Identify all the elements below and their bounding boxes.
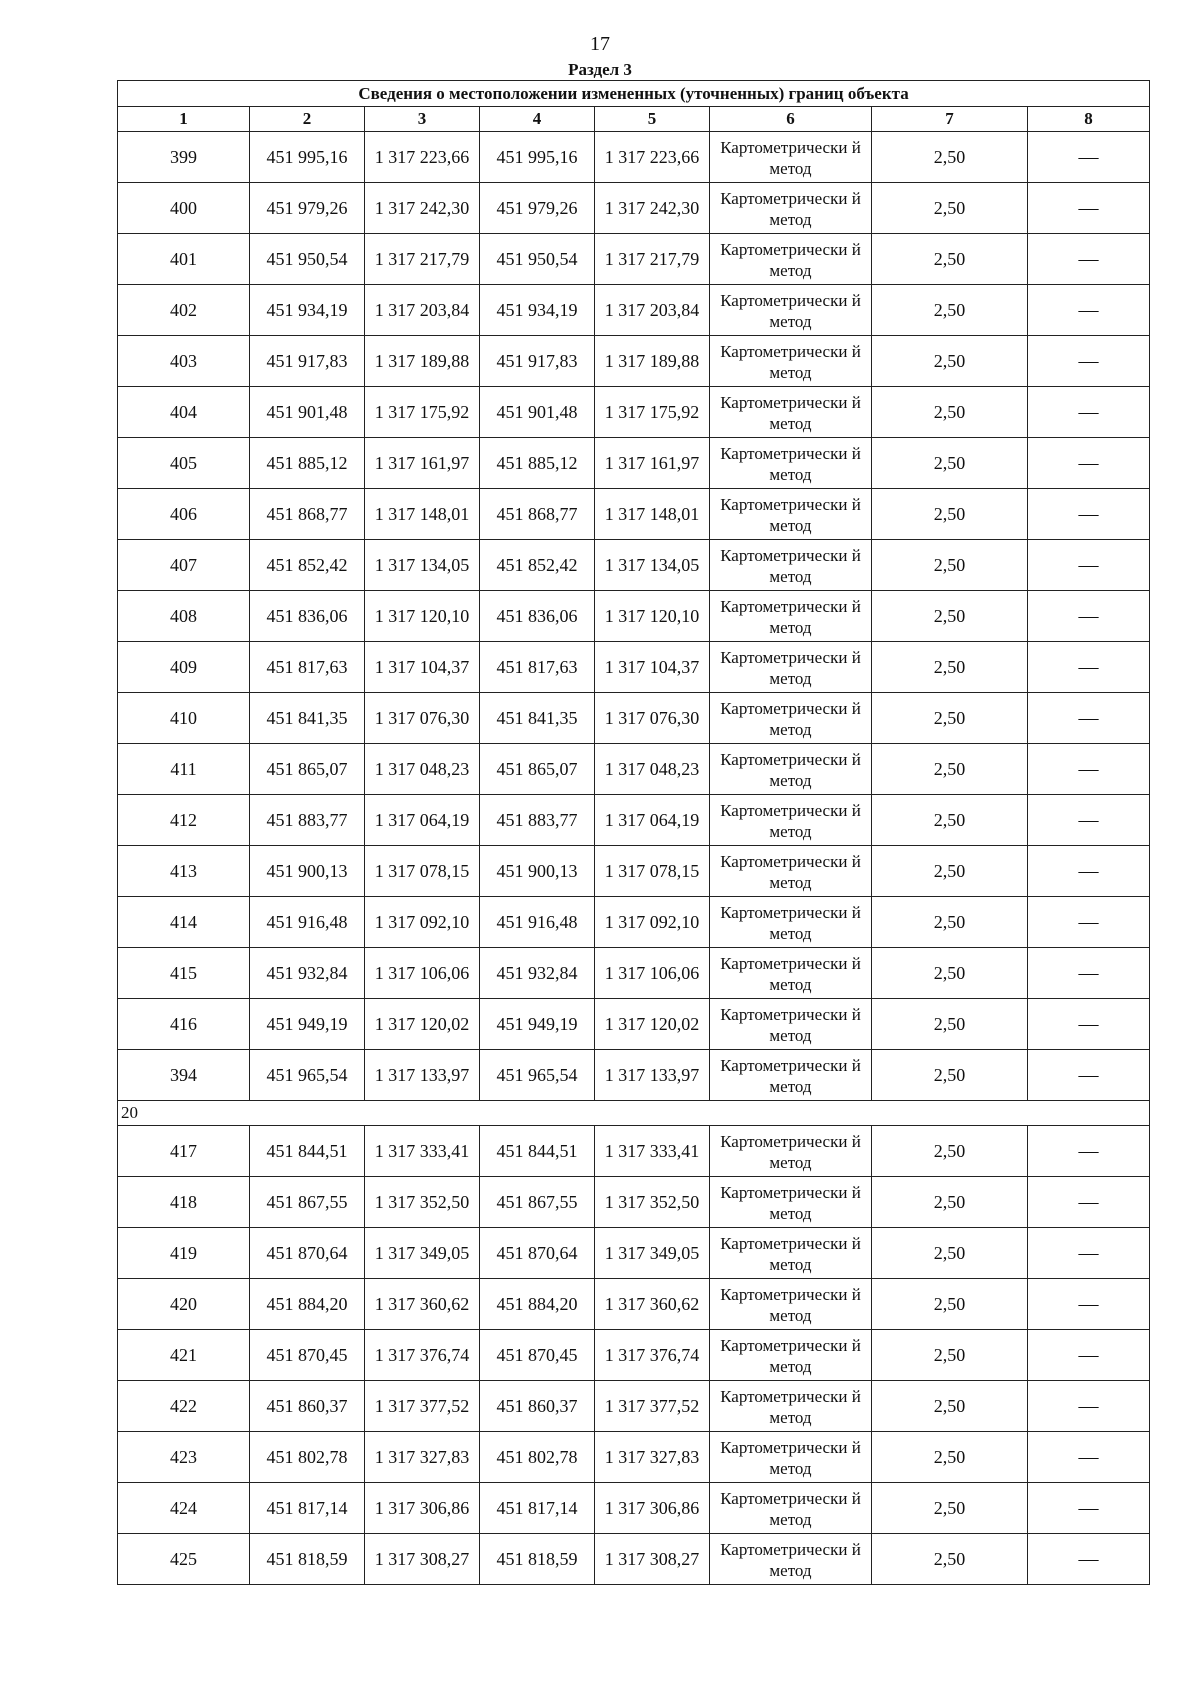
notes-cell: —: [1028, 234, 1150, 285]
y-coordinate-new-cell: 1 317 376,74: [595, 1330, 710, 1381]
determination-method-cell: Картометрически й метод: [710, 744, 872, 795]
accuracy-cell: 2,50: [872, 336, 1028, 387]
notes-cell: —: [1028, 285, 1150, 336]
y-coordinate-new-cell: 1 317 148,01: [595, 489, 710, 540]
x-coordinate-new-cell: 451 868,77: [480, 489, 595, 540]
table-row: [118, 234, 1150, 285]
table-row: [118, 132, 1150, 183]
notes-cell: —: [1028, 489, 1150, 540]
x-coordinate-old-cell: 451 916,48: [250, 897, 365, 948]
accuracy-cell: 2,50: [872, 438, 1028, 489]
point-number-cell: 420: [118, 1279, 250, 1330]
y-coordinate-old-cell: 1 317 306,86: [365, 1483, 480, 1534]
accuracy-cell: 2,50: [872, 285, 1028, 336]
x-coordinate-old-cell: 451 950,54: [250, 234, 365, 285]
x-coordinate-new-cell: 451 979,26: [480, 183, 595, 234]
point-number-cell: 413: [118, 846, 250, 897]
table-row: [118, 387, 1150, 438]
x-coordinate-old-cell: 451 901,48: [250, 387, 365, 438]
y-coordinate-old-cell: 1 317 148,01: [365, 489, 480, 540]
point-number-cell: 405: [118, 438, 250, 489]
x-coordinate-old-cell: 451 860,37: [250, 1381, 365, 1432]
accuracy-cell: 2,50: [872, 948, 1028, 999]
point-number-cell: 404: [118, 387, 250, 438]
point-number-cell: 415: [118, 948, 250, 999]
table-row: [118, 1381, 1150, 1432]
y-coordinate-old-cell: 1 317 175,92: [365, 387, 480, 438]
page-number: 17: [590, 33, 610, 55]
table-row: [118, 336, 1150, 387]
notes-cell: —: [1028, 1381, 1150, 1432]
determination-method-cell: Картометрически й метод: [710, 234, 872, 285]
notes-cell: —: [1028, 1126, 1150, 1177]
x-coordinate-new-cell: 451 870,64: [480, 1228, 595, 1279]
notes-cell: —: [1028, 183, 1150, 234]
accuracy-cell: 2,50: [872, 693, 1028, 744]
notes-cell: —: [1028, 1050, 1150, 1101]
determination-method-cell: Картометрически й метод: [710, 591, 872, 642]
y-coordinate-old-cell: 1 317 064,19: [365, 795, 480, 846]
notes-cell: —: [1028, 948, 1150, 999]
x-coordinate-old-cell: 451 868,77: [250, 489, 365, 540]
table-row: [118, 1228, 1150, 1279]
determination-method-cell: Картометрически й метод: [710, 1534, 872, 1585]
determination-method-cell: Картометрически й метод: [710, 846, 872, 897]
point-number-cell: 403: [118, 336, 250, 387]
x-coordinate-old-cell: 451 965,54: [250, 1050, 365, 1101]
accuracy-cell: 2,50: [872, 132, 1028, 183]
accuracy-cell: 2,50: [872, 1279, 1028, 1330]
determination-method-cell: Картометрически й метод: [710, 1279, 872, 1330]
x-coordinate-old-cell: 451 900,13: [250, 846, 365, 897]
accuracy-cell: 2,50: [872, 1381, 1028, 1432]
y-coordinate-new-cell: 1 317 120,02: [595, 999, 710, 1050]
point-number-cell: 401: [118, 234, 250, 285]
x-coordinate-old-cell: 451 865,07: [250, 744, 365, 795]
x-coordinate-new-cell: 451 965,54: [480, 1050, 595, 1101]
x-coordinate-new-cell: 451 865,07: [480, 744, 595, 795]
y-coordinate-new-cell: 1 317 217,79: [595, 234, 710, 285]
y-coordinate-new-cell: 1 317 064,19: [595, 795, 710, 846]
y-coordinate-old-cell: 1 317 078,15: [365, 846, 480, 897]
table-row: [118, 1177, 1150, 1228]
accuracy-cell: 2,50: [872, 1177, 1028, 1228]
y-coordinate-new-cell: 1 317 377,52: [595, 1381, 710, 1432]
table-row: [118, 1432, 1150, 1483]
x-coordinate-new-cell: 451 884,20: [480, 1279, 595, 1330]
y-coordinate-old-cell: 1 317 377,52: [365, 1381, 480, 1432]
point-number-cell: 407: [118, 540, 250, 591]
y-coordinate-new-cell: 1 317 133,97: [595, 1050, 710, 1101]
x-coordinate-new-cell: 451 867,55: [480, 1177, 595, 1228]
table-row: [118, 540, 1150, 591]
y-coordinate-new-cell: 1 317 092,10: [595, 897, 710, 948]
notes-cell: —: [1028, 1534, 1150, 1585]
point-number-cell: 411: [118, 744, 250, 795]
determination-method-cell: Картометрически й метод: [710, 693, 872, 744]
y-coordinate-old-cell: 1 317 161,97: [365, 438, 480, 489]
determination-method-cell: Картометрически й метод: [710, 1483, 872, 1534]
point-number-cell: 412: [118, 795, 250, 846]
table-row: [118, 1050, 1150, 1101]
table-row: [118, 438, 1150, 489]
y-coordinate-old-cell: 1 317 120,10: [365, 591, 480, 642]
determination-method-cell: Картометрически й метод: [710, 1228, 872, 1279]
y-coordinate-new-cell: 1 317 106,06: [595, 948, 710, 999]
y-coordinate-new-cell: 1 317 161,97: [595, 438, 710, 489]
contour-group-row: [118, 1101, 1150, 1126]
notes-cell: —: [1028, 336, 1150, 387]
determination-method-cell: Картометрически й метод: [710, 642, 872, 693]
accuracy-cell: 2,50: [872, 1228, 1028, 1279]
notes-cell: —: [1028, 1177, 1150, 1228]
x-coordinate-new-cell: 451 995,16: [480, 132, 595, 183]
notes-cell: —: [1028, 693, 1150, 744]
accuracy-cell: 2,50: [872, 387, 1028, 438]
x-coordinate-old-cell: 451 870,64: [250, 1228, 365, 1279]
y-coordinate-new-cell: 1 317 120,10: [595, 591, 710, 642]
x-coordinate-new-cell: 451 916,48: [480, 897, 595, 948]
x-coordinate-new-cell: 451 934,19: [480, 285, 595, 336]
y-coordinate-old-cell: 1 317 327,83: [365, 1432, 480, 1483]
notes-cell: —: [1028, 387, 1150, 438]
x-coordinate-old-cell: 451 836,06: [250, 591, 365, 642]
x-coordinate-new-cell: 451 883,77: [480, 795, 595, 846]
table-row: [118, 1126, 1150, 1177]
notes-cell: —: [1028, 1432, 1150, 1483]
y-coordinate-new-cell: 1 317 352,50: [595, 1177, 710, 1228]
point-number-cell: 410: [118, 693, 250, 744]
notes-cell: —: [1028, 897, 1150, 948]
x-coordinate-old-cell: 451 979,26: [250, 183, 365, 234]
y-coordinate-new-cell: 1 317 048,23: [595, 744, 710, 795]
x-coordinate-new-cell: 451 949,19: [480, 999, 595, 1050]
table-row: [118, 897, 1150, 948]
table-row: [118, 999, 1150, 1050]
determination-method-cell: Картометрически й метод: [710, 999, 872, 1050]
x-coordinate-old-cell: 451 817,14: [250, 1483, 365, 1534]
y-coordinate-old-cell: 1 317 092,10: [365, 897, 480, 948]
table-row: [118, 591, 1150, 642]
x-coordinate-new-cell: 451 901,48: [480, 387, 595, 438]
point-number-cell: 406: [118, 489, 250, 540]
x-coordinate-new-cell: 451 841,35: [480, 693, 595, 744]
column-number: 4: [480, 107, 595, 132]
point-number-cell: 402: [118, 285, 250, 336]
determination-method-cell: Картометрически й метод: [710, 489, 872, 540]
y-coordinate-old-cell: 1 317 106,06: [365, 948, 480, 999]
accuracy-cell: 2,50: [872, 1483, 1028, 1534]
accuracy-cell: 2,50: [872, 1050, 1028, 1101]
accuracy-cell: 2,50: [872, 1126, 1028, 1177]
x-coordinate-old-cell: 451 995,16: [250, 132, 365, 183]
x-coordinate-new-cell: 451 932,84: [480, 948, 595, 999]
notes-cell: —: [1028, 642, 1150, 693]
y-coordinate-new-cell: 1 317 203,84: [595, 285, 710, 336]
x-coordinate-old-cell: 451 852,42: [250, 540, 365, 591]
x-coordinate-new-cell: 451 870,45: [480, 1330, 595, 1381]
x-coordinate-new-cell: 451 844,51: [480, 1126, 595, 1177]
notes-cell: —: [1028, 795, 1150, 846]
table-row: [118, 285, 1150, 336]
boundary-coordinates-table: [117, 80, 1150, 1585]
y-coordinate-old-cell: 1 317 076,30: [365, 693, 480, 744]
column-number-row: [118, 107, 1150, 132]
y-coordinate-old-cell: 1 317 360,62: [365, 1279, 480, 1330]
notes-cell: —: [1028, 438, 1150, 489]
y-coordinate-new-cell: 1 317 306,86: [595, 1483, 710, 1534]
determination-method-cell: Картометрически й метод: [710, 183, 872, 234]
x-coordinate-new-cell: 451 817,63: [480, 642, 595, 693]
y-coordinate-new-cell: 1 317 189,88: [595, 336, 710, 387]
table-row: [118, 1330, 1150, 1381]
accuracy-cell: 2,50: [872, 846, 1028, 897]
column-number: 6: [710, 107, 872, 132]
point-number-cell: 414: [118, 897, 250, 948]
x-coordinate-new-cell: 451 950,54: [480, 234, 595, 285]
x-coordinate-new-cell: 451 836,06: [480, 591, 595, 642]
y-coordinate-old-cell: 1 317 048,23: [365, 744, 480, 795]
accuracy-cell: 2,50: [872, 1432, 1028, 1483]
x-coordinate-old-cell: 451 841,35: [250, 693, 365, 744]
table-row: [118, 642, 1150, 693]
x-coordinate-new-cell: 451 885,12: [480, 438, 595, 489]
table-body: [118, 132, 1150, 1585]
notes-cell: —: [1028, 1228, 1150, 1279]
y-coordinate-old-cell: 1 317 217,79: [365, 234, 480, 285]
x-coordinate-old-cell: 451 949,19: [250, 999, 365, 1050]
point-number-cell: 408: [118, 591, 250, 642]
y-coordinate-new-cell: 1 317 078,15: [595, 846, 710, 897]
y-coordinate-new-cell: 1 317 242,30: [595, 183, 710, 234]
column-number: 1: [118, 107, 250, 132]
point-number-cell: 419: [118, 1228, 250, 1279]
x-coordinate-new-cell: 451 818,59: [480, 1534, 595, 1585]
x-coordinate-old-cell: 451 844,51: [250, 1126, 365, 1177]
x-coordinate-old-cell: 451 885,12: [250, 438, 365, 489]
y-coordinate-new-cell: 1 317 360,62: [595, 1279, 710, 1330]
x-coordinate-old-cell: 451 883,77: [250, 795, 365, 846]
accuracy-cell: 2,50: [872, 234, 1028, 285]
accuracy-cell: 2,50: [872, 999, 1028, 1050]
accuracy-cell: 2,50: [872, 489, 1028, 540]
point-number-cell: 400: [118, 183, 250, 234]
determination-method-cell: Картометрически й метод: [710, 438, 872, 489]
notes-cell: —: [1028, 744, 1150, 795]
x-coordinate-new-cell: 451 900,13: [480, 846, 595, 897]
notes-cell: —: [1028, 846, 1150, 897]
determination-method-cell: Картометрически й метод: [710, 1177, 872, 1228]
section-title: Раздел 3: [568, 60, 632, 79]
accuracy-cell: 2,50: [872, 744, 1028, 795]
point-number-cell: 416: [118, 999, 250, 1050]
point-number-cell: 423: [118, 1432, 250, 1483]
accuracy-cell: 2,50: [872, 642, 1028, 693]
accuracy-cell: 2,50: [872, 591, 1028, 642]
notes-cell: —: [1028, 591, 1150, 642]
point-number-cell: 418: [118, 1177, 250, 1228]
point-number-cell: 421: [118, 1330, 250, 1381]
determination-method-cell: Картометрически й метод: [710, 795, 872, 846]
contour-label: 20: [118, 1101, 1150, 1126]
column-number: 5: [595, 107, 710, 132]
y-coordinate-old-cell: 1 317 104,37: [365, 642, 480, 693]
x-coordinate-new-cell: 451 852,42: [480, 540, 595, 591]
table-row: [118, 846, 1150, 897]
notes-cell: —: [1028, 1483, 1150, 1534]
accuracy-cell: 2,50: [872, 897, 1028, 948]
determination-method-cell: Картометрически й метод: [710, 132, 872, 183]
accuracy-cell: 2,50: [872, 540, 1028, 591]
y-coordinate-new-cell: 1 317 308,27: [595, 1534, 710, 1585]
column-number: 2: [250, 107, 365, 132]
y-coordinate-new-cell: 1 317 104,37: [595, 642, 710, 693]
accuracy-cell: 2,50: [872, 1330, 1028, 1381]
y-coordinate-old-cell: 1 317 134,05: [365, 540, 480, 591]
notes-cell: —: [1028, 132, 1150, 183]
x-coordinate-new-cell: 451 817,14: [480, 1483, 595, 1534]
point-number-cell: 422: [118, 1381, 250, 1432]
point-number-cell: 409: [118, 642, 250, 693]
x-coordinate-old-cell: 451 932,84: [250, 948, 365, 999]
x-coordinate-old-cell: 451 817,63: [250, 642, 365, 693]
y-coordinate-new-cell: 1 317 223,66: [595, 132, 710, 183]
determination-method-cell: Картометрически й метод: [710, 336, 872, 387]
determination-method-cell: Картометрически й метод: [710, 1126, 872, 1177]
y-coordinate-old-cell: 1 317 308,27: [365, 1534, 480, 1585]
column-number: 3: [365, 107, 480, 132]
y-coordinate-old-cell: 1 317 223,66: [365, 132, 480, 183]
y-coordinate-old-cell: 1 317 333,41: [365, 1126, 480, 1177]
column-number: 7: [872, 107, 1028, 132]
notes-cell: —: [1028, 540, 1150, 591]
determination-method-cell: Картометрически й метод: [710, 387, 872, 438]
table-row: [118, 744, 1150, 795]
y-coordinate-old-cell: 1 317 352,50: [365, 1177, 480, 1228]
x-coordinate-old-cell: 451 818,59: [250, 1534, 365, 1585]
accuracy-cell: 2,50: [872, 1534, 1028, 1585]
y-coordinate-new-cell: 1 317 175,92: [595, 387, 710, 438]
x-coordinate-new-cell: 451 917,83: [480, 336, 595, 387]
y-coordinate-new-cell: 1 317 333,41: [595, 1126, 710, 1177]
x-coordinate-old-cell: 451 884,20: [250, 1279, 365, 1330]
y-coordinate-new-cell: 1 317 327,83: [595, 1432, 710, 1483]
determination-method-cell: Картометрически й метод: [710, 1050, 872, 1101]
y-coordinate-old-cell: 1 317 349,05: [365, 1228, 480, 1279]
point-number-cell: 424: [118, 1483, 250, 1534]
table-caption: Сведения о местоположении измененных (уточненных) границ объекта: [118, 81, 1150, 107]
notes-cell: —: [1028, 999, 1150, 1050]
accuracy-cell: 2,50: [872, 795, 1028, 846]
table-row: [118, 1483, 1150, 1534]
point-number-cell: 399: [118, 132, 250, 183]
y-coordinate-old-cell: 1 317 203,84: [365, 285, 480, 336]
table-row: [118, 948, 1150, 999]
point-number-cell: 425: [118, 1534, 250, 1585]
y-coordinate-old-cell: 1 317 189,88: [365, 336, 480, 387]
notes-cell: —: [1028, 1330, 1150, 1381]
y-coordinate-new-cell: 1 317 076,30: [595, 693, 710, 744]
determination-method-cell: Картометрически й метод: [710, 540, 872, 591]
x-coordinate-new-cell: 451 860,37: [480, 1381, 595, 1432]
point-number-cell: 417: [118, 1126, 250, 1177]
x-coordinate-old-cell: 451 917,83: [250, 336, 365, 387]
table-row: [118, 1279, 1150, 1330]
determination-method-cell: Картометрически й метод: [710, 285, 872, 336]
accuracy-cell: 2,50: [872, 183, 1028, 234]
y-coordinate-old-cell: 1 317 242,30: [365, 183, 480, 234]
x-coordinate-old-cell: 451 934,19: [250, 285, 365, 336]
determination-method-cell: Картометрически й метод: [710, 948, 872, 999]
y-coordinate-old-cell: 1 317 133,97: [365, 1050, 480, 1101]
notes-cell: —: [1028, 1279, 1150, 1330]
point-number-cell: 394: [118, 1050, 250, 1101]
column-number: 8: [1028, 107, 1150, 132]
table-row: [118, 693, 1150, 744]
y-coordinate-old-cell: 1 317 376,74: [365, 1330, 480, 1381]
determination-method-cell: Картометрически й метод: [710, 1330, 872, 1381]
table-row: [118, 183, 1150, 234]
y-coordinate-new-cell: 1 317 134,05: [595, 540, 710, 591]
x-coordinate-old-cell: 451 870,45: [250, 1330, 365, 1381]
x-coordinate-old-cell: 451 802,78: [250, 1432, 365, 1483]
y-coordinate-old-cell: 1 317 120,02: [365, 999, 480, 1050]
x-coordinate-new-cell: 451 802,78: [480, 1432, 595, 1483]
y-coordinate-new-cell: 1 317 349,05: [595, 1228, 710, 1279]
table-row: [118, 1534, 1150, 1585]
x-coordinate-old-cell: 451 867,55: [250, 1177, 365, 1228]
table-row: [118, 489, 1150, 540]
table-row: [118, 795, 1150, 846]
determination-method-cell: Картометрически й метод: [710, 1432, 872, 1483]
determination-method-cell: Картометрически й метод: [710, 1381, 872, 1432]
determination-method-cell: Картометрически й метод: [710, 897, 872, 948]
